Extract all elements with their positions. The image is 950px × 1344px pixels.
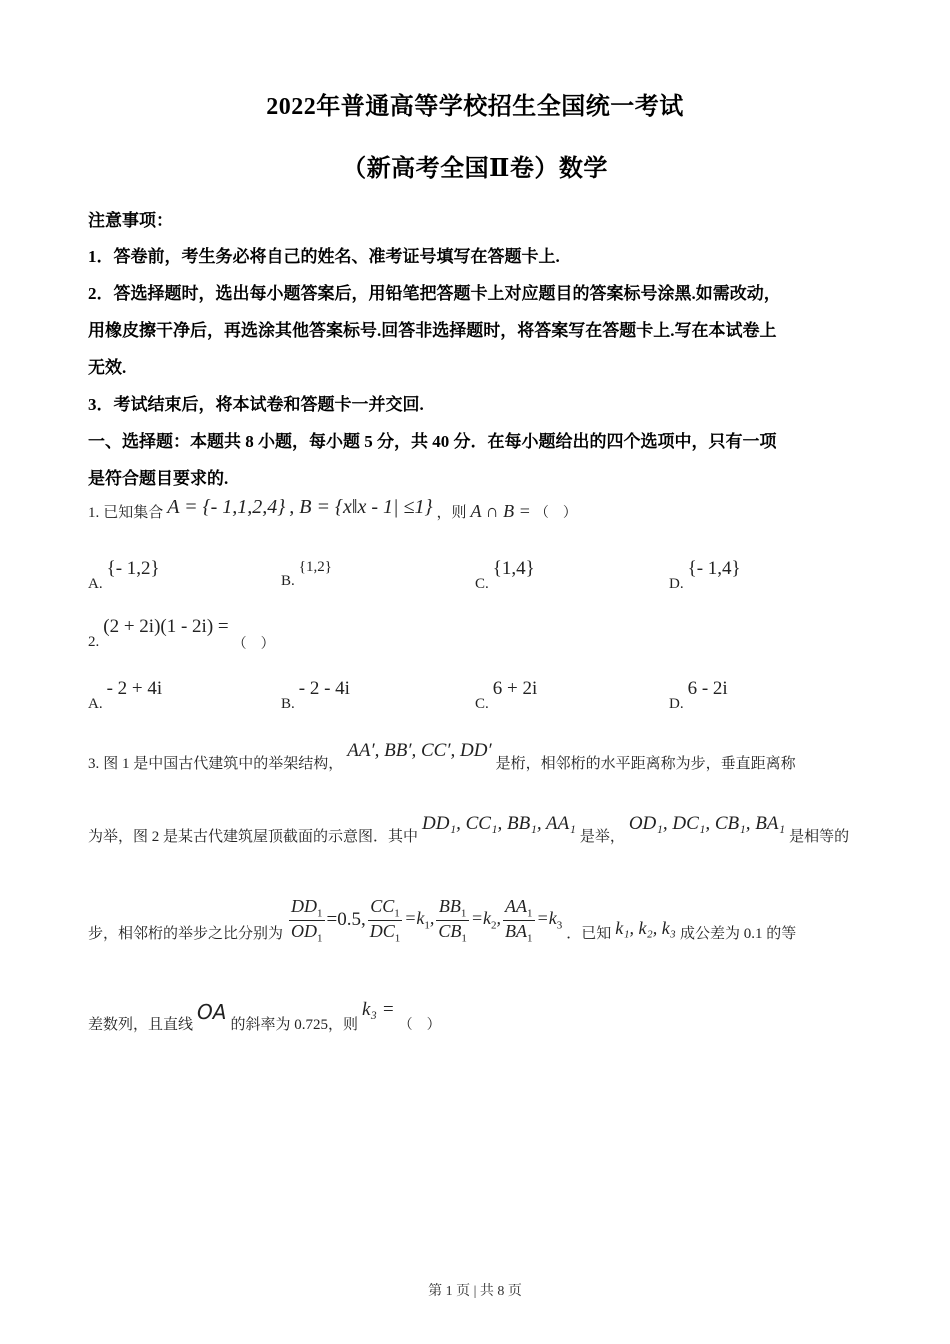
question-text: 成公差为 0.1 的等 [679,925,797,942]
q1-option-c[interactable] [475,558,535,592]
question-text: 是相等的 [789,829,850,845]
q1-option-a[interactable] [88,558,160,592]
math-equals-k1: $=k_1$, [404,908,435,932]
option-value: - 2 - 4i [298,678,350,699]
q2-option-c[interactable] [475,678,538,712]
option-label: A. [88,576,103,592]
notice-item-2-end: 无效. [88,358,127,377]
math-rises: DD₁, CC₁, BB₁, AA₁ [422,813,576,834]
question-text: 是桁，相邻桁的水平距离称为步，垂直距离称 [495,756,796,772]
option-value: {- 1,2} [106,558,160,579]
math-set-b: , B = {x‖x - 1| ≤1} [289,496,433,518]
question-text: 为举，图 2 是某古代建筑屋顶截面的示意图．其中 [88,829,419,845]
q2-option-b[interactable] [281,678,350,712]
option-label: C. [475,696,489,712]
fraction-dd1-od1: $\frac{DD_1}{OD_1}$ [291,896,323,945]
question-2 [88,616,275,652]
option-value: {- 1,4} [687,558,741,579]
question-text: 的斜率为 0.725，则 [230,1017,358,1033]
option-value: - 2 + 4i [106,678,163,699]
option-label: B. [281,696,295,712]
question-text: 是举， [579,829,625,845]
answer-paren: （ ） [534,506,577,521]
question-3-line-4 [88,999,441,1033]
fraction-bb1-cb1: $\frac{BB_1}{CB_1}$ [438,896,467,945]
question-3-line-2 [88,813,850,845]
option-label: D. [669,696,684,712]
option-label: B. [281,573,295,589]
math-intersection: A ∩ B = [470,501,531,521]
question-number: 2. [88,634,100,650]
q1-option-d[interactable] [669,558,741,592]
q2-option-a[interactable] [88,678,163,712]
question-text: 差数列，且直线 [88,1017,194,1033]
notice-item-1: 1．答卷前，考生务必将自己的姓名、准考证号填写在答题卡上. [88,247,560,266]
option-label: D. [669,576,684,592]
option-label: C. [475,576,489,592]
option-value: {1,4} [492,558,535,579]
question-text: 图 1 是中国古代建筑中的举架结构， [103,756,344,772]
option-value: 6 + 2i [492,678,538,699]
question-text: 步，相邻桁的举步之比分别为 [88,925,284,942]
option-value: {1,2} [298,559,332,575]
notice-item-2: 2．答选择题时，选出每小题答案后，用铅笔把答题卡上对应题目的答案标号涂黑.如需改动， [88,284,781,303]
question-3-line-1 [88,740,796,772]
math-equals-k3: $=k_3$ [536,908,563,932]
math-equals-k2: $=k_2$, [470,908,502,932]
notice-item-3: 3．考试结束后，将本试卷和答题卡一并交回. [88,395,424,414]
page-number: 第 1 页 | 共 8 页 [428,1284,522,1299]
notice-heading: 注意事项： [88,211,173,230]
option-value: 6 - 2i [687,678,728,699]
math-k3-equals: k₃ = [361,999,395,1020]
math-k-sequence: k₁, k₂, k₃ [615,917,676,938]
exam-title: 2022年普通高等学校招生全国统一考试 [266,94,684,120]
answer-paren: （ ） [398,1018,441,1033]
question-text: ．已知 [566,925,612,942]
question-3-line-3 [88,896,796,944]
math-set-a: A = {- 1,1,2,4} [167,496,286,518]
section-heading: 一、选择题：本题共 8 小题，每小题 5 分，共 40 分．在每小题给出的四个选项中，只有一项 [88,432,777,451]
question-1 [88,496,577,523]
math-line-oa: OA [197,1000,227,1024]
option-label: A. [88,696,103,712]
q1-option-b[interactable] [281,558,332,589]
question-number: 3. [88,756,100,772]
notice-item-2-cont: 用橡皮擦干净后，再选涂其他答案标号.回答非选择题时，将答案写在答题卡上.写在本试卷上 [88,321,777,340]
math-steps: OD₁, DC₁, CB₁, BA₁ [628,813,786,834]
section-heading-cont: 是符合题目要求的. [88,469,229,488]
math-equals: =0.5, [326,909,366,931]
fraction-aa1-ba1: $\frac{AA_1}{BA_1}$ [505,896,533,945]
question-stem: 已知集合 [103,505,164,521]
question-number: 1. [88,505,100,521]
math-expression: (2 + 2i)(1 - 2i) = [103,616,229,637]
q2-option-d[interactable] [669,678,728,712]
math-purlins: AA′, BB′, CC′, DD′ [347,740,492,761]
exam-subtitle: （新高考全国Ⅱ卷）数学 [342,156,608,182]
fraction-cc1-dc1: $\frac{CC_1}{DC_1}$ [369,896,401,945]
question-stem-suffix: ，则 [436,505,467,521]
answer-paren: （ ） [232,637,275,652]
